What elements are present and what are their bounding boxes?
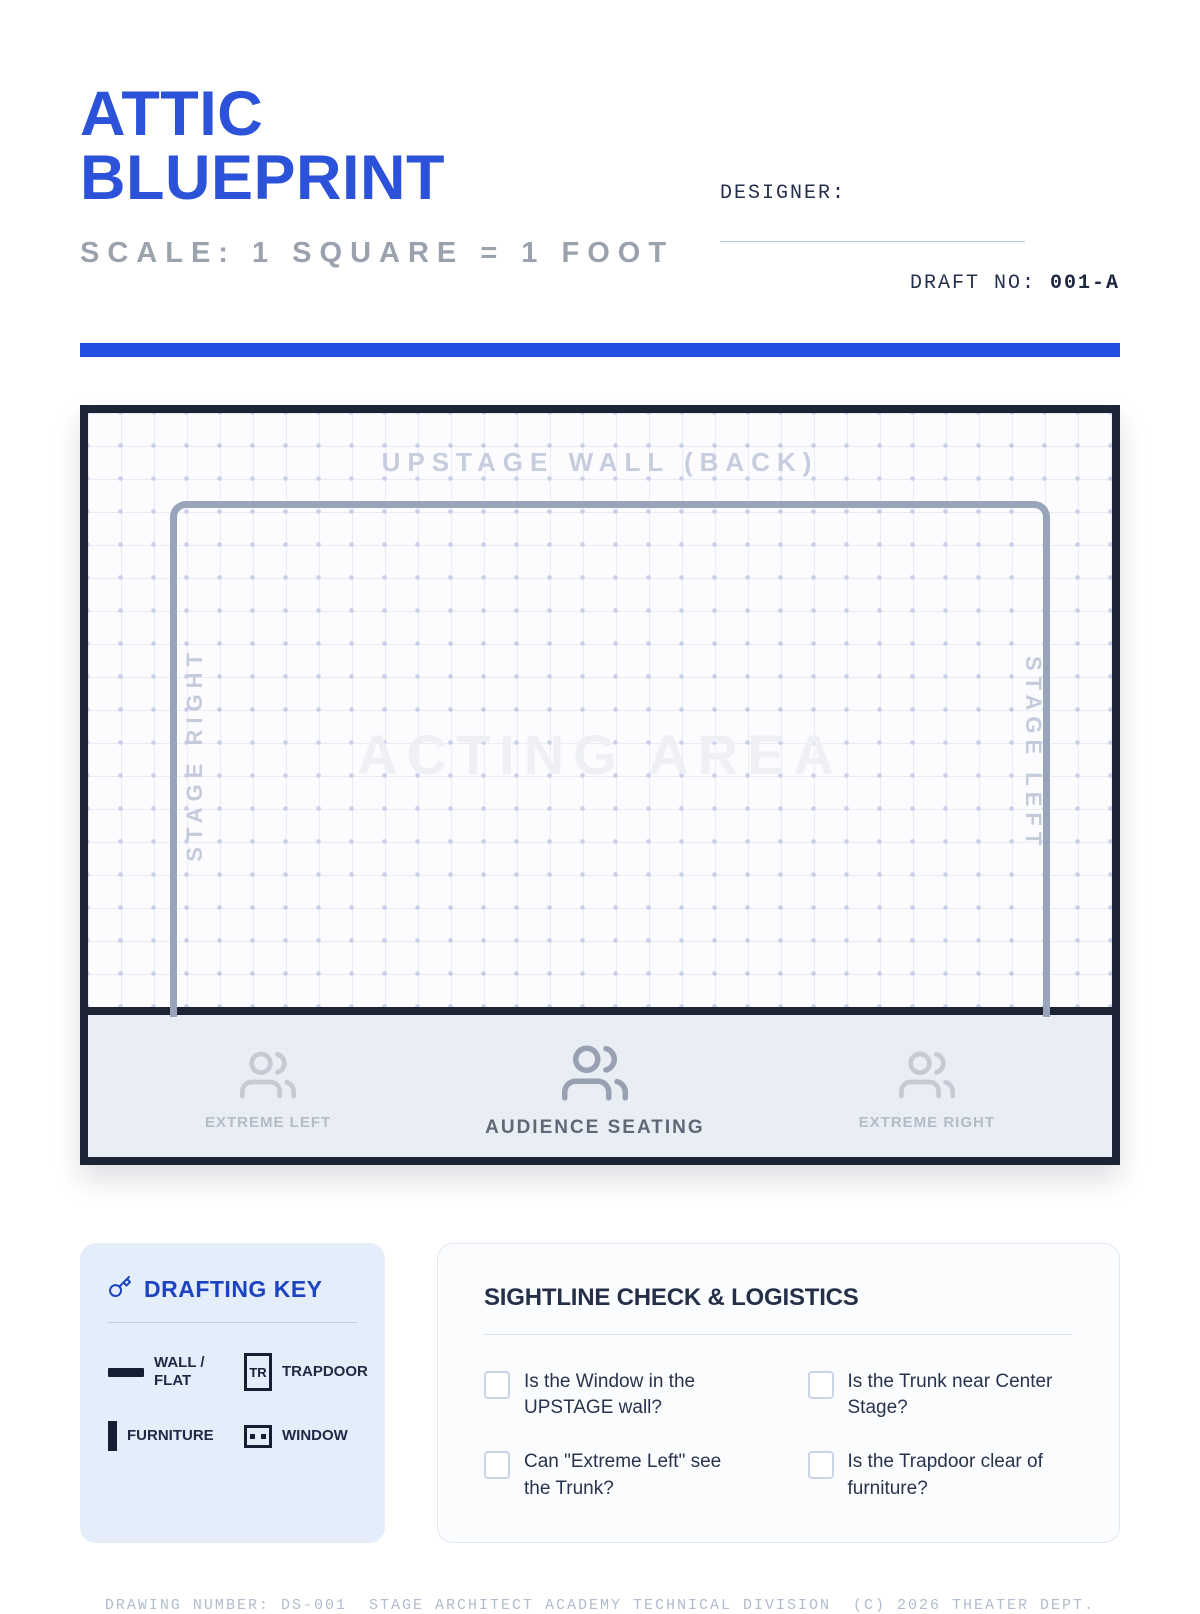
page-title-line2: BLUEPRINT	[80, 143, 445, 214]
checklist-item-label: Can "Extreme Left" see the Trunk?	[524, 1451, 722, 1499]
legend-label: WALL / FLAT	[154, 1354, 205, 1389]
acting-area-wrap	[88, 501, 1112, 1007]
seating-extreme-left	[205, 1047, 331, 1131]
window-symbol	[244, 1425, 272, 1448]
accent-divider-bar	[80, 343, 1120, 357]
key-icon	[108, 1275, 132, 1304]
users-icon	[562, 1040, 628, 1111]
checkbox[interactable]	[484, 1371, 510, 1399]
legend-item-furniture	[108, 1421, 240, 1451]
page-title	[80, 79, 674, 214]
header	[80, 79, 1120, 295]
drafting-key-legend	[108, 1353, 368, 1451]
sightline-title: SIGHTLINE CHECK & LOGISTICS	[484, 1284, 859, 1311]
legend-item-trapdoor	[244, 1353, 368, 1391]
checklist-item	[484, 1369, 750, 1421]
title-block	[80, 79, 675, 295]
audience-seating-band	[88, 1007, 1112, 1157]
legend-label: FURNITURE	[127, 1427, 214, 1444]
seating-label: EXTREME LEFT	[204, 1114, 332, 1131]
legend-item-wall	[108, 1353, 240, 1391]
page-title-line1: ATTIC	[80, 79, 264, 149]
drafting-key-panel	[80, 1243, 385, 1543]
wall-flat-symbol	[108, 1368, 144, 1377]
draft-value: 001-A	[1049, 272, 1120, 295]
checklist-item	[808, 1369, 1074, 1421]
checklist-item	[808, 1449, 1074, 1501]
checklist-item	[484, 1449, 750, 1501]
blueprint-frame	[80, 405, 1120, 1165]
drafting-key-header	[108, 1275, 357, 1304]
checklist-item-label: Is the Trapdoor clear of furniture?	[847, 1451, 1043, 1499]
checklist-item-label: Is the Trunk near Center Stage?	[847, 1371, 1053, 1419]
sightline-checklist	[484, 1369, 1073, 1502]
scale-subtitle: SCALE: 1 SQUARE = 1 FOOT	[80, 236, 675, 269]
legend-label: TRAPDOOR	[282, 1363, 368, 1380]
bottom-panels	[80, 1243, 1120, 1543]
checkbox[interactable]	[808, 1371, 834, 1399]
stage-grid[interactable]	[88, 413, 1112, 1007]
designer-label: DESIGNER:	[720, 182, 847, 205]
draft-number-row	[720, 272, 1120, 295]
legend-label: WINDOW	[282, 1427, 348, 1444]
designer-input-line[interactable]	[720, 241, 1025, 242]
legend-item-window	[244, 1421, 368, 1451]
drafting-key-divider	[108, 1322, 357, 1323]
seating-extreme-right	[859, 1047, 995, 1131]
stage-left-label: STAGE LEFT	[1021, 656, 1046, 852]
stage-right-label: STAGE RIGHT	[182, 646, 207, 862]
draft-label: DRAFT NO:	[909, 272, 1036, 295]
sightline-panel	[437, 1243, 1120, 1543]
footer-text: DRAWING NUMBER: DS-001 STAGE ARCHITECT ACADEMY TECHNICAL DIVISION (C) 2026 THEATER DEPT.	[104, 1596, 1096, 1614]
furniture-symbol	[108, 1421, 117, 1451]
seating-label: EXTREME RIGHT	[858, 1114, 995, 1131]
acting-area-label: ACTING AREA	[357, 722, 843, 786]
checkbox[interactable]	[484, 1451, 510, 1479]
meta-block	[720, 82, 1120, 295]
drafting-key-title: DRAFTING KEY	[144, 1276, 323, 1302]
checkbox[interactable]	[808, 1451, 834, 1479]
seating-label: AUDIENCE SEATING	[485, 1116, 705, 1138]
upstage-wall-label: UPSTAGE WALL (BACK)	[381, 447, 819, 477]
sightline-divider	[484, 1334, 1073, 1335]
users-icon	[240, 1047, 296, 1108]
seating-center	[485, 1040, 705, 1139]
trapdoor-symbol: TR	[244, 1353, 272, 1391]
users-icon	[899, 1047, 955, 1108]
checklist-item-label: Is the Window in the UPSTAGE wall?	[524, 1371, 696, 1419]
